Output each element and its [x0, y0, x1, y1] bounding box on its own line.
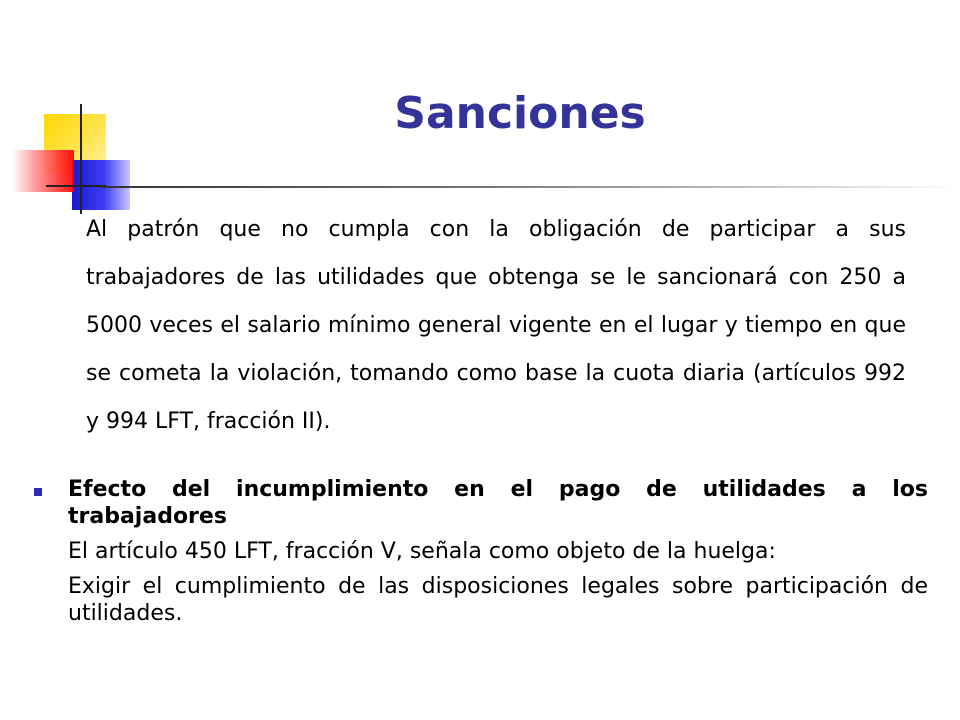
corner-logo-decoration	[0, 0, 200, 230]
square-bullet-icon	[34, 488, 42, 496]
sanction-paragraph: Al patrón que no cumpla con la obligación de participar a sus trabajadores de las utilidades que obtenga se le sancionará con 250 a 5000 veces el salario mínimo general vigente en el lugar y tiempo en que se cometa la violación, tomando como base la cuota diaria (artículos 992 y 994 LFT, fracción II).	[86, 217, 906, 434]
title-underline-rule	[100, 186, 960, 188]
bullet-text-line-1: El artículo 450 LFT, fracción V, señala como objeto de la huelga:	[68, 539, 776, 564]
slide-title: Sanciones	[394, 88, 646, 139]
short-horizontal-line-decoration	[46, 185, 106, 187]
bullet-text-line-2: Exigir el cumplimiento de las disposiciones legales sobre participación de utilidades.	[68, 574, 928, 626]
bullet-heading: Efecto del incumplimiento en el pago de utilidades a los trabajadores	[68, 477, 928, 529]
vertical-line-decoration	[80, 104, 82, 214]
bullet-item	[34, 476, 928, 627]
